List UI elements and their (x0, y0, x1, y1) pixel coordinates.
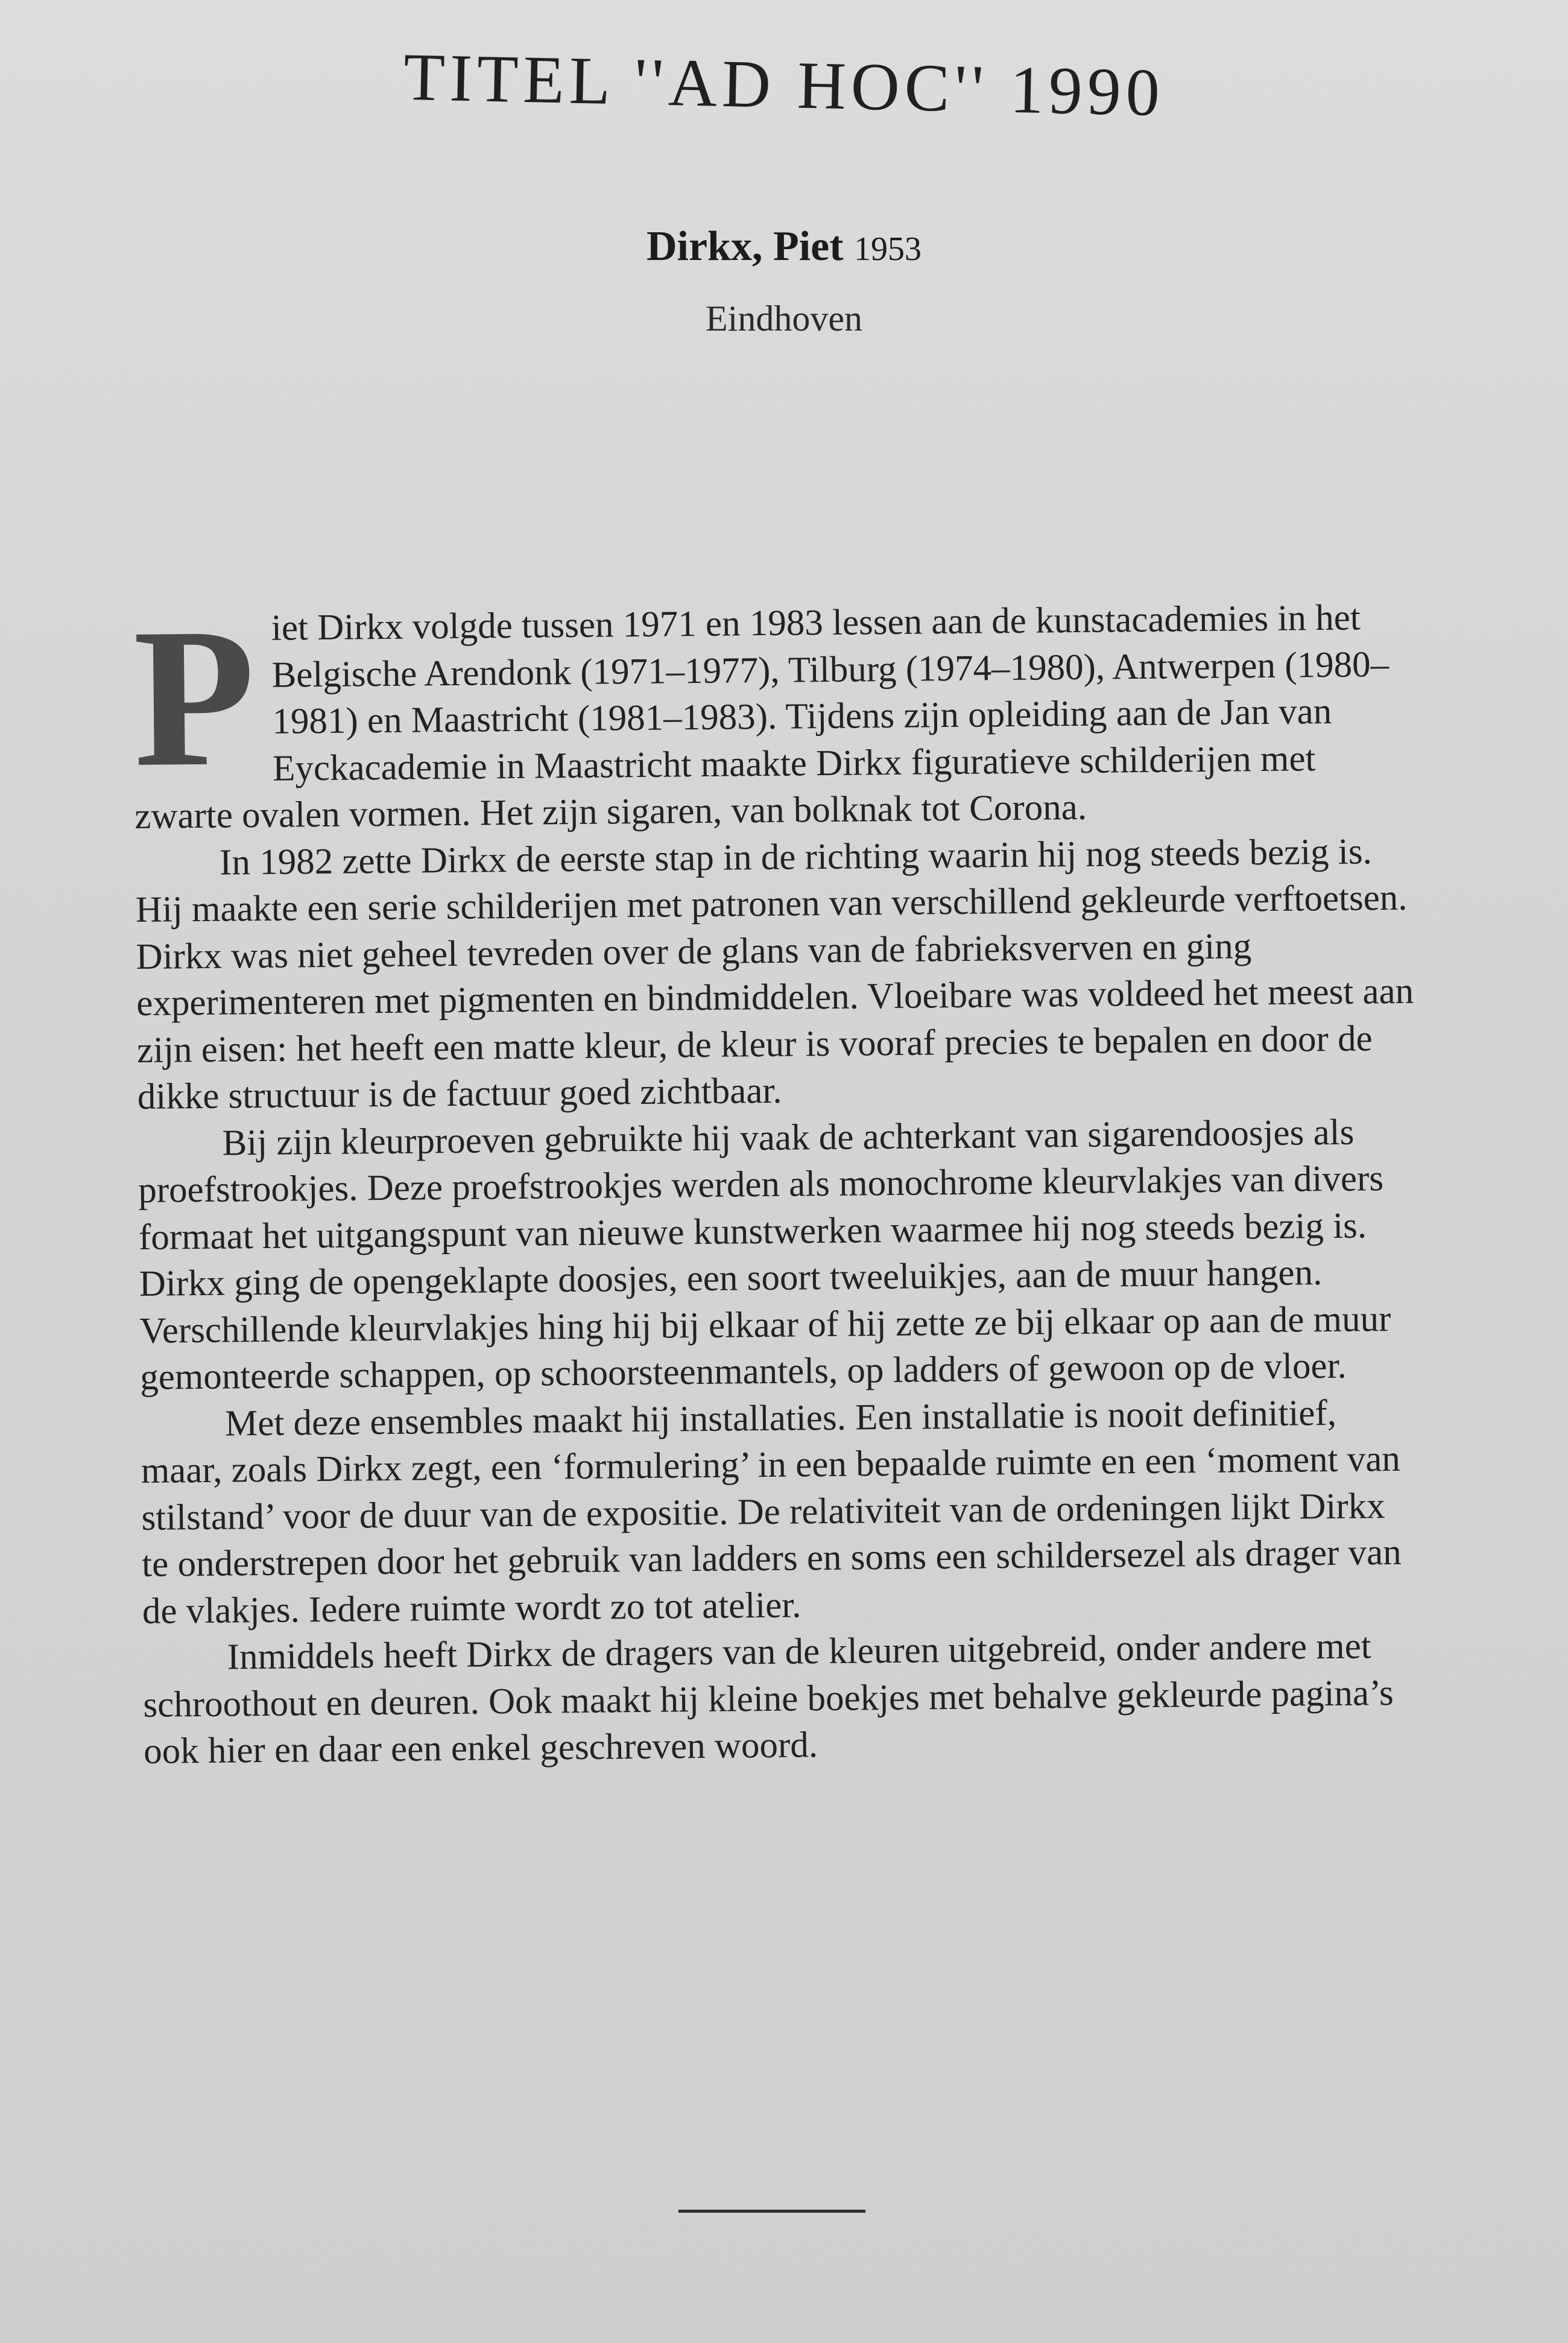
end-divider (678, 2210, 865, 2213)
author-location: Eindhoven (706, 299, 862, 338)
article-body (132, 587, 1423, 1775)
author-line (0, 223, 1568, 270)
author-birth-year: 1953 (854, 230, 922, 268)
paragraph-1-text: iet Dirkx volgde tussen 1971 en 1983 lessen aan de kunstacademies in het Belgische Arendonk (1971–1977), Tilburg (1974–1980), Antwerpen (1980–1981) en Maastricht (1981–1983). Tijdens zijn opleiding aan de Jan van Eyckacademie in Maastricht maakte Dirkx figuratieve schilderijen met zwarte ovalen vormen. Het zijn sigaren, van bolknak tot Corona. (134, 597, 1389, 837)
paragraph-5: Inmiddels heeft Dirkx de dragers van de kleuren uitgebreid, onder andere met schroothout en deuren. Ook maakt hij kleine boekjes met behalve gekleurde pagina’s ook hier en daar een enkel geschreven woord. (143, 1626, 1394, 1772)
author-name: Dirkx, Piet (646, 223, 844, 270)
paragraph-4: Met deze ensembles maakt hij installaties. Een installatie is nooit definitief, maar, zoals Dirkx zegt, een ‘formulering’ in een bepaalde ruimte en een ‘moment van stilstand’ voor de duur van de expositie. De relativiteit van de ordeningen lijkt Dirkx te onderstrepen door het gebruik van ladders en soms een schildersezel als drager van de vlakjes. Iedere ruimte wordt zo tot atelier. (141, 1392, 1402, 1632)
page-title: TITEL ''AD HOC'' 1990 (402, 39, 1166, 131)
paragraph-2: In 1982 zette Dirkx de eerste stap in de richting waarin hij nog steeds bezig is. Hij maakte een serie schilderijen met patronen van verschillend gekleurde verftoetsen. Dirkx was niet geheel tevreden over de glans van de fabrieksverven en ging experimenteren met pigmenten en bindmiddelen. Vloeibare was voldeed het meest aan zijn eisen: het heeft een matte kleur, de kleur is vooraf precies te bepalen en door de dikke structuur is de factuur goed zichtbaar. (135, 831, 1414, 1117)
paragraph-1 (132, 587, 1414, 840)
paragraph-3: Bij zijn kleurproeven gebruikte hij vaak de achterkant van sigarendoosjes als proefstrookjes. Deze proefstrookjes werden als monochrome kleurvlakjes van divers formaat het uitgangspunt van nieuwe kunstwerken waarmee hij nog steeds bezig is. Dirkx ging de opengeklapte doosjes, een soort tweeluikjes, aan de muur hangen. Verschillende kleurvlakjes hing hij bij elkaar of hij zette ze bij elkaar op aan de muur gemonteerde schappen, op schoorsteenmantels, op ladders of gewoon op de vloer. (138, 1112, 1391, 1398)
drop-cap: P (132, 587, 256, 808)
